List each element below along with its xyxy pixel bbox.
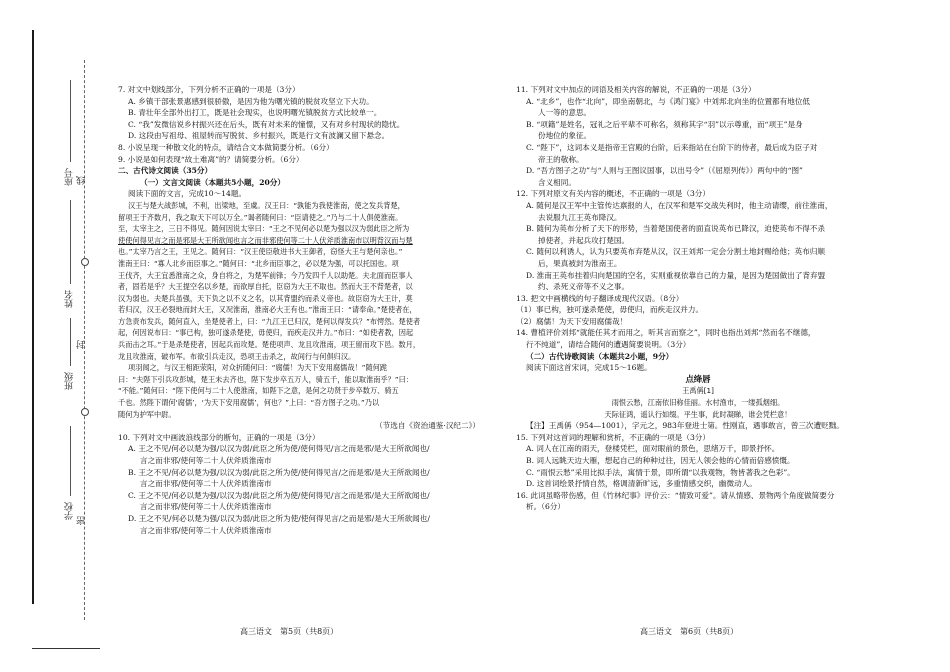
q12-option-a: A. 随何是汉王军中主管传达禀报的人，在汉军和楚军交战失利时，他主动请缨，前往淮南，: [526, 200, 833, 210]
tight-mark: 密: [77, 516, 87, 525]
q11-option-a-cont: 人一等的意思。: [538, 108, 592, 118]
q10-option-d: D. 王之不见/何必以楚为强/以汉为弱/此臣之所为使/使何得见言/之而是邪/是大王所欲闻也/: [128, 513, 430, 523]
q10-option-d-cont: 言之而非邪/使何等二十人伏斧质淮南市: [140, 525, 272, 535]
poem-line: 天际征鸿，遥认行如缀。平生事，此时凝睇，谁会凭栏意！: [604, 409, 792, 419]
q12-option-b: B. 随何为英布分析了天下的形势，当着楚国使者的面直说英布已降汉，迫使英布不得不杀: [526, 224, 825, 234]
subsection-heading-1: （一）文言文阅读（本题共5小题，20分）: [140, 177, 285, 187]
passage-line: 随何为护军中尉。: [118, 409, 176, 419]
passage-line: 者，固若是乎？大王提空名以乡楚，而欲厚自托，臣窃为大王不取也。然而大王不背楚者，以: [118, 282, 413, 292]
poem-instruction: 阅读下面这首宋词，完成15～16题。: [526, 363, 652, 373]
q10-option-a: A. 王之不见/何必以楚为强/以汉为弱/此臣之所为使/使何得见/言之而是邪/是大王所欲闻也/: [128, 444, 430, 454]
passage-line: 项羽闻之，与汉王相距荥阳，对众折随何曰：“腐儒！为天下安用腐儒哉！”随何跪: [128, 363, 388, 373]
poem-line: 雨恨云愁，江南依旧称佳丽。水村渔市，一缕孤烟细。: [611, 398, 785, 408]
question-14: 14. 曹植评价刘邦“就能任其才而用之，听其言而察之”，同时也指出刘邦“然而名不继德，: [516, 328, 816, 338]
school-label: 学校: [65, 502, 75, 520]
q13-item-2: （2）腐儒！为天下安用腐儒哉！: [516, 316, 628, 326]
question-10: 10. 下列对文中画波浪线部分的断句，正确的一项是（3分）: [118, 432, 320, 442]
binding-hole: [81, 408, 89, 416]
passage-line: 龙且攻淮南，破布军。布欲引兵走汉，恐项王击杀之，故间行与何俱归汉。: [118, 351, 356, 361]
question-12: 12. 下列对原文有关内容的概述，不正确的一项是（3分）: [516, 189, 710, 199]
passage-line: 汉王与楚大战彭城，不利，出梁地，至虞。汉王曰：“孰能为我使淮南，使之发兵背楚，: [128, 200, 405, 210]
question-7: 7. 对文中划线部分，下列分析不正确的一项是（3分）: [118, 85, 300, 94]
page-6-footer: 高三语文 第6页（共8页）: [640, 627, 739, 636]
q12-option-c: C. 随何以利诱人，认为只要英布弃楚从汉，汉王刘邦一定会分割土地封赐给他；英布归顺: [526, 247, 825, 257]
q15-option-d: D. 这首词绘景抒情自然，格调清新旷远，多重情感交织，幽微动人。: [526, 479, 757, 489]
passage-line: 起，何因说布曰：“事已构，独可遂杀楚使，毋使归，而疾走汉并力。”布曰：“如使者教，因起: [118, 328, 414, 338]
binding-edge-line: [32, 30, 34, 604]
school-field[interactable]: [70, 426, 71, 496]
line-mark: 线: [77, 176, 87, 185]
q10-option-c-cont: 言之而非邪/使何等二十人伏斧质淮南市: [140, 502, 272, 512]
passage-line: 若归汉，汉王必裂地而封大王，又况淮南，淮南必大王有也。”淮南王曰：“请奉命。”楚使者在，: [118, 305, 417, 315]
q15-option-c: C. “雨恨云愁”采用比拟手法，寓情于景，即所谓“以我观物，物皆著我之色彩”。: [526, 467, 795, 477]
page-6-column: [516, 84, 880, 513]
binding-hole: [81, 258, 89, 266]
q12-option-a-cont: 去说服九江王英布降汉。: [538, 212, 622, 222]
seal-mark: 封: [77, 340, 87, 349]
passage-line: 曰：“夫陛下引兵攻彭城，楚王未去齐也，陛下发步卒五万人，骑五千，能以取淮南乎？”曰：: [118, 374, 413, 384]
passage-line: 方急责布发兵，随何直入，坐楚使者上，曰：“九江王已归汉，楚何以得发兵？”布愕然。楚使者: [118, 316, 421, 326]
q11-option-a: A. “北乡”，也作“北向”，即坐南朝北，与《鸿门宴》中刘邦北向坐的位置都有地位低: [526, 96, 811, 106]
page-5-footer: 高三语文 第5页（共8页）: [240, 627, 339, 636]
passage-line: 也。”太宰乃言之王，王见之。随何曰：“汉王使臣敬进书大王御者，窃怪大王与楚何亲也。”: [118, 247, 403, 257]
question-13: 13. 把文中画横线的句子翻译成现代汉语。（8分）: [516, 293, 684, 303]
q11-option-d: D. “吾方图子之功”与“人则与王图议国事，以出号令”（《屈原列传》）两句中的“图”: [526, 166, 803, 176]
q15-option-a: A. 词人在江南的雨天，登楼凭栏，面对眼前的景色，思绪万千，即景抒怀。: [526, 444, 780, 454]
subsection-heading-2: （二）古代诗歌阅读（本题共2小题，9分）: [526, 351, 674, 361]
q12-option-d-cont: 约、杀死义帝等不义之事。: [538, 282, 630, 292]
passage-line-wavy: 使使何得见言之而是邪是大王所欲闻也言之而非邪使何等二十人伏斧质淮南市以明背汉而与楚: [118, 235, 413, 245]
reading-instruction: 阅读下面的文言，完成10～14题。: [128, 189, 247, 199]
name-label: 姓名: [65, 290, 75, 308]
question-9: 9. 小说是如何表现“故土难离”的？请简要分析。（6分）: [118, 154, 304, 164]
q12-option-d: D. 淮南王英布挂着归向楚国的空名，实则重视依靠自己的力量，是因为楚国做出了背弃盟: [526, 270, 826, 280]
q13-item-1: （1）事已构，独可遂杀楚使，毋使归，而疾走汉并力。: [516, 305, 704, 315]
passage-line: 淮南王曰：“寡人北乡而臣事之。”随何曰：“北乡而臣事之，必以楚为强，可以托国也。项: [118, 258, 399, 268]
q7-option-a: A. 乡镇干部张景惠感到很骄傲，是因为他为曙光镇的脱贫攻坚立下大功。: [128, 96, 374, 106]
q10-option-b: B. 王之不见/何必以楚为强/以汉为弱/此臣之所为使/使何得见言/之而是邪/是大王所欲闻也/: [128, 467, 430, 477]
question-8: 8. 小说呈现一种散文化的特点，请结合文本做简要分析。（6分）: [118, 142, 334, 152]
seat-label: 座号: [65, 168, 75, 186]
passage-source: （节选自《资治通鉴·汉纪二》）: [375, 421, 480, 431]
class-field[interactable]: [70, 318, 71, 366]
passage-line: “不能。”随何曰：“陛下使何与二十人使淮南，如陛下之意，是何之功贤于步卒数万、骑五: [118, 386, 399, 396]
bottom-edge-line: [32, 648, 100, 649]
question-16-cont: 析。（6分）: [526, 502, 565, 512]
q11-option-b-cont: 份地位的象征。: [538, 131, 592, 141]
q10-option-a-cont: 言之而非邪/使何等二十人伏斧质淮南市: [140, 456, 272, 465]
section-heading-2: 二、古代诗文阅读（35分）: [118, 166, 213, 176]
question-14-cont: 行不纯道”，请结合随何的遭遇简要说明。（3分）: [526, 340, 691, 350]
q10-option-c: C. 王之不见/何必以楚为强/以汉为弱/此臣之所为使/使何得见/言之而是邪/是大王所欲闻也/: [128, 490, 430, 500]
passage-line: 留项王于齐数月，我之取天下可以万全。”谒者随何曰：“臣请使之。”乃与二十人俱使淮南。: [118, 212, 403, 222]
passage-line: 至，太宰主之，三日不得见。随何因说太宰曰：“王之不见何必以楚为强以汉为弱此臣之所为: [118, 224, 410, 234]
passage-line: 兵而击之耳。”于是杀楚使者，因起兵而攻楚。楚使项声、龙且攻淮南，项王留而攻下邑。数月，: [118, 340, 421, 350]
q15-option-b: B. 词人远眺天边大雁，想起自己的种种过往，因无人领会他的心情而倍感愤慨。: [526, 456, 795, 465]
question-15: 15. 下列对这首词的理解和赏析，不正确的一项是（3分）: [516, 432, 710, 442]
q11-option-c-cont: 帝王的敬称。: [538, 154, 584, 164]
q11-option-d-cont: 含义相同。: [538, 177, 576, 187]
poem-note: 【注】王禹偁（954—1001），字元之，983年登进士第。性刚直，遇事敢言，曾三次遭贬黜。: [526, 421, 844, 431]
poem-author: 王禹偁[1]: [682, 386, 714, 396]
page-5-column: [118, 84, 480, 536]
passage-line: 王伐齐，大王宜悉淮南之众，身自将之，为楚军前锋；今乃发四千人以助楚。夫北面而臣事人: [118, 270, 413, 280]
q7-option-c: C. “我”发微信说乡村振兴还在后头，既有对未来的憧憬，又有对乡村现状的隐忧。: [128, 119, 405, 129]
question-16: 16. 此词虽略带伤感，但《竹林纪事》评价云：“情致可爱”。请从情感、景物两个角度做简要分: [516, 490, 835, 500]
seat-field[interactable]: [70, 80, 71, 162]
q12-option-b-cont: 掉使者，并起兵攻打楚国。: [538, 235, 630, 245]
passage-line: 汉为弱也。夫楚兵虽强，天下负之以不义之名，以其背盟约而杀义帝也。故臣窃为大王计，莫: [118, 293, 413, 303]
class-label: 班级: [65, 372, 75, 390]
q7-option-b: B. 青壮年全部外出打工，既是社会现实，也说明曙光镇脱贫方式比较单一。: [128, 108, 382, 118]
q11-option-b: B. “项籍”是姓名，冠礼之后平辈不可称名，须称其字“羽”以示尊重，而“项王”是身: [526, 119, 803, 129]
poem-title: 点绛唇: [685, 373, 711, 384]
passage-line: 千也。然陛下谓何‘腐儒’，‘为天下安用腐儒’，何也？”上曰：“吾方图子之功。”乃以: [118, 398, 380, 408]
q10-option-b-cont: 言之而非邪/使何等二十人伏斧质淮南市: [140, 479, 272, 489]
name-field[interactable]: [70, 200, 71, 284]
q11-option-c: C. “陛下”，这词本义是指帝王宫殿的台阶，后来指站在台阶下的侍者，最后成为臣子对: [526, 142, 818, 152]
question-11: 11. 下列对文中加点的词语及相关内容的解说，不正确的一项是（3分）: [516, 85, 756, 94]
q7-option-d: D. 这段由写祖母、祖屋转而写脱贫、乡村振兴，既是行文有波澜又留下悬念。: [128, 131, 390, 141]
q12-option-c-cont: 后，果真被封为淮南王。: [538, 258, 622, 268]
